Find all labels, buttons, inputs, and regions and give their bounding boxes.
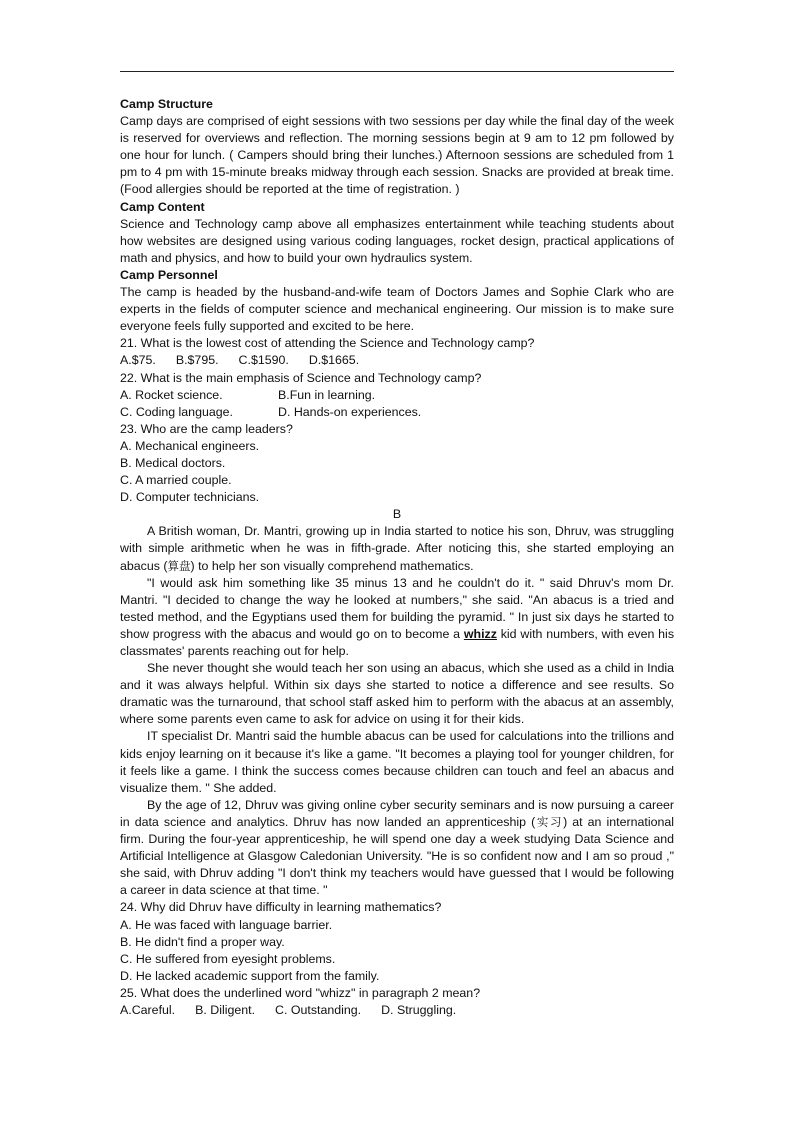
header-rule	[120, 71, 674, 72]
p1-text-start: A British woman, Dr. Mantri, growing up in India started to notice his son, Dhruv, was struggling with simple arithmetic when he was in fifth-grade. After noticing this, she started employing an abacus (	[120, 524, 674, 573]
camp-personnel-heading: Camp Personnel	[120, 267, 218, 282]
q23-option-b: B. Medical doctors.	[120, 455, 226, 470]
q22-option-a: A. Rocket science.	[120, 387, 223, 402]
p5-text-end: ) at an international firm. During the four-year apprenticeship, he will spend one day a week studying Data Science and Artificial Intelligence at Glasgow Caledonian University. "He is so confident now and I am so proud ," she said, with Dhruv adding "I don't think my teachers would have guessed that I would be following a career in data science at that time. "	[120, 814, 675, 898]
page-content	[120, 96, 674, 1019]
q24-option-d: D. He lacked academic support from the family.	[120, 968, 380, 983]
camp-personnel-text: The camp is headed by the husband-and-wife team of Doctors James and Sophie Clark who are experts in the fields of computer science and mechanical engineering. Our mission is to make sure everyone feels fully supported and excited to be here.	[120, 285, 674, 334]
camp-content-text: Science and Technology camp above all emphasizes entertainment while teaching students about how websites are designed using various coding languages, rocket design, practical applications of math and physics, and how to build your own hydraulics system.	[120, 216, 674, 265]
passage-b-paragraph-4: IT specialist Dr. Mantri said the humble abacus can be used for calculations into the trillions and kids enjoy learning on it because it's like a game. "It becomes a playing tool for younger children, for it feels like a game. I think the success comes because children can touch and feel an abacus and visualize them. " She added.	[120, 729, 674, 795]
p1-text-end: ) to help her son visually comprehend mathematics.	[190, 558, 474, 573]
question-21: 21. What is the lowest cost of attending the Science and Technology camp?	[120, 336, 535, 351]
q23-option-a: A. Mechanical engineers.	[120, 438, 260, 453]
camp-content-heading: Camp Content	[120, 199, 205, 214]
q21-option-a: A.$75.	[120, 353, 156, 368]
passage-b-paragraph-1	[120, 523, 674, 574]
q22-option-b: B.Fun in learning.	[278, 387, 376, 402]
q23-option-d: D. Computer technicians.	[120, 490, 260, 505]
camp-structure-text: Camp days are comprised of eight sessions with two sessions per day while the final day of the week is reserved for overviews and reflection. The morning sessions begin at 9 am to 12 pm followed by one hour for lunch. ( Campers should bring their lunches.) Afternoon sessions are scheduled from 1 pm to 4 pm with 15-minute breaks midway through each session. Snacks are provided at break time. (Food allergies should be reported at the time of registration. )	[120, 114, 674, 197]
q22-option-c: C. Coding language.	[120, 404, 233, 419]
q22-option-d: D. Hands-on experiences.	[278, 404, 422, 419]
q25-option-c: C. Outstanding.	[275, 1002, 362, 1017]
q24-option-c: C. He suffered from eyesight problems.	[120, 951, 336, 966]
q21-option-d: D.$1665.	[308, 353, 360, 368]
q25-option-d: D. Struggling.	[381, 1002, 457, 1017]
passage-b-paragraph-3: She never thought she would teach her son using an abacus, which she used as a child in India and it was always helpful. Within six days she started to notice a difference and see results. So dramatic was the turnaround, that school staff asked him to perform with the abacus at an assembly, where some parents even came to ask for advice on using it for their kids.	[120, 661, 674, 727]
question-23: 23. Who are the camp leaders?	[120, 421, 293, 436]
passage-b-paragraph-5	[120, 797, 674, 900]
underlined-word-whizz: whizz	[463, 626, 497, 641]
p5-text-start: By the age of 12, Dhruv was giving online cyber security seminars and is now pursuing a career in data science and analytics. Dhruv has now landed an apprenticeship (	[120, 797, 674, 829]
p2-text-end: kid with numbers, with even his classmates' parents reaching out for help.	[120, 626, 675, 658]
camp-structure-heading: Camp Structure	[120, 97, 213, 111]
question-22: 22. What is the main emphasis of Science and Technology camp?	[120, 370, 482, 385]
question-22-options-row1	[120, 387, 674, 404]
question-25-options	[120, 1002, 674, 1019]
p1-chinese-gloss: 算盘	[167, 558, 191, 573]
passage-b-paragraph-2	[120, 575, 674, 660]
q23-option-c: C. A married couple.	[120, 473, 232, 488]
q25-option-a: A.Careful.	[120, 1002, 176, 1017]
question-25: 25. What does the underlined word "whizz" in paragraph 2 mean?	[120, 985, 481, 1000]
q25-option-b: B. Diligent.	[195, 1002, 256, 1017]
q24-option-a: A. He was faced with language barrier.	[120, 917, 333, 932]
p2-text-start: "I would ask him something like 35 minus 13 and he couldn't do it. " said Dhruv's mom Dr. Mantri. "I decided to change the way he looked at numbers," she said. "An abacus is a tried and tested method, and the Egyptians used them for building the pyramid. " In just six days he started to show progress with the abacus and would go on to become a	[120, 575, 674, 641]
p5-chinese-gloss: 实习	[535, 814, 564, 829]
question-21-options	[120, 352, 674, 369]
question-22-options-row2	[120, 404, 674, 421]
q21-option-b: B.$795.	[175, 353, 219, 368]
q21-option-c: C.$1590.	[238, 353, 289, 368]
q24-option-b: B. He didn't find a proper way.	[120, 934, 285, 949]
question-24: 24. Why did Dhruv have difficulty in learning mathematics?	[120, 900, 442, 915]
section-b-label: B	[392, 507, 402, 522]
